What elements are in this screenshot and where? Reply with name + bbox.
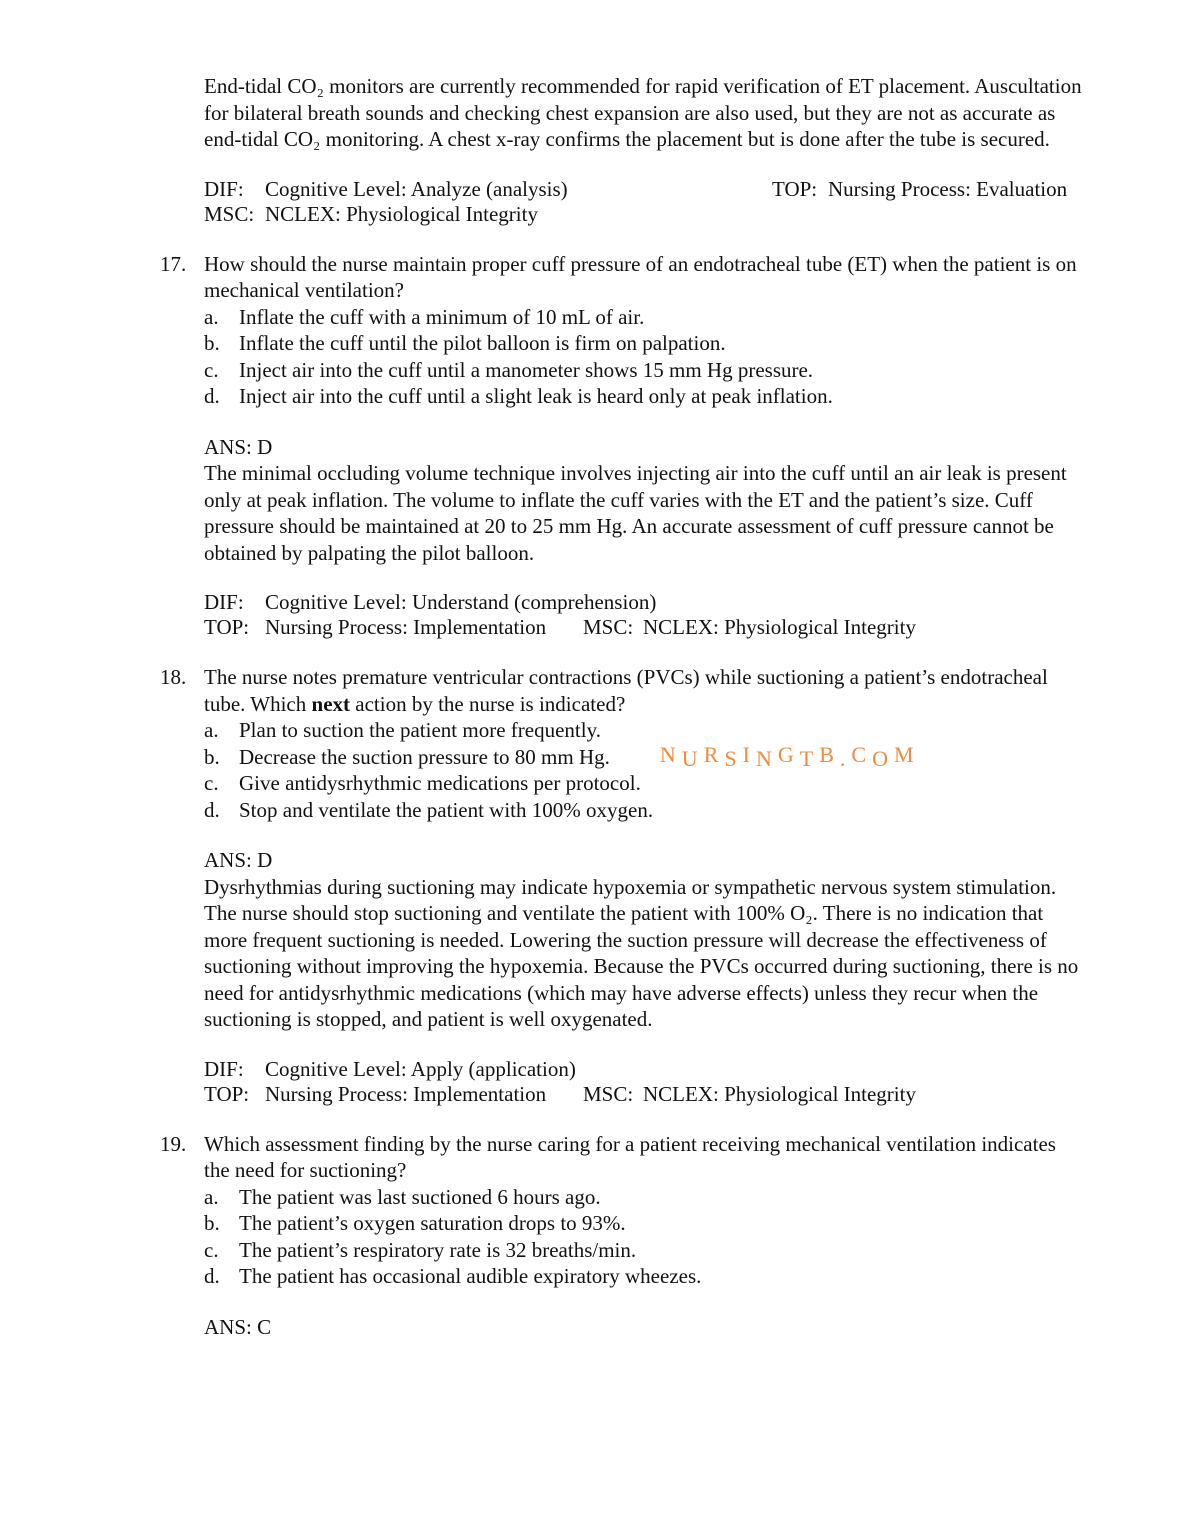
option-d: d. The patient has occasional audible expiratory wheezes.: [204, 1264, 702, 1288]
question-stem: The nurse notes premature ventricular contractions (PVCs) while suctioning a patient’s endotracheal tube. Which next action by the nurse is indicated?: [204, 665, 1048, 716]
intro-meta: DIF: Cognitive Level: Analyze (analysis) TOP: Nursing Process: Evaluation MSC: NCLEX: Physiological Integrity: [204, 176, 1068, 226]
option-b: b. The patient’s oxygen saturation drops to 93%.: [204, 1211, 626, 1235]
watermark-letter: I: [742, 741, 751, 767]
watermark: [659, 741, 920, 771]
watermark-letter: T: [799, 745, 815, 771]
rationale: Dysrhythmias during suctioning may indicate hypoxemia or sympathetic nervous system stimulation. The nurse should stop suctioning and ventilate the patient with 100% O₂. There is no indication that more frequent suctioning is needed. Lowering the suction pressure will decrease the effectiveness of suctioning without improving the hypoxemia. Because the PVCs occurred during suctioning, there is no need for antidysrhythmic medications (which may have adverse effects) unless they recur when the suctioning is stopped, and patient is well oxygenated.: [204, 874, 1079, 1031]
question-17: [160, 251, 1190, 567]
intro: [160, 73, 1190, 153]
option-b: b. Decrease the suction pressure to 80 mm Hg. N U R S I N G T B . C O M: [204, 744, 1084, 771]
option-a: a. The patient was last suctioned 6 hours ago.: [204, 1184, 601, 1209]
meta-17: DIF: Cognitive Level: Understand (comprehension) TOP: Nursing Process: Implementation MSC: NCLEX: Physiological Integrity: [204, 590, 916, 639]
answer-17: ANS: D The minimal occluding volume technique involves injecting air into the cuff until an air leak is present only at peak inflation. The volume to inflate the cuff varies with the ET and the patient’s size. Cuff pressure should be maintained at 20 to 25 mm Hg. An accurate assessment of cuff pressure cannot be obtained by palpating the pilot balloon.: [204, 434, 1084, 567]
rationale: The minimal occluding volume technique involves injecting air into the cuff until an air leak is present only at peak inflation. The volume to inflate the cuff varies with the ET and the patient’s size. Cuff pressure should be maintained at 20 to 25 mm Hg. An accurate assessment of cuff pressure cannot be obtained by palpating the pilot balloon.: [204, 461, 1067, 565]
watermark-letter: N: [755, 745, 773, 771]
intro-rationale: End-tidal CO₂ monitors are currently recommended for rapid verification of ET placement. Auscultation for bilateral breath sounds and checking chest expansion are also used, but they are not as accurate as end-tidal CO₂ monitoring. A chest x-ray confirms the placement but is done after the tube is secured.: [204, 74, 1082, 151]
watermark-letter: S: [724, 745, 738, 771]
question-18: [160, 664, 1190, 1033]
answer-19: ANS: C: [204, 1314, 272, 1339]
option-b: b. Inflate the cuff until the pilot balloon is firm on palpation.: [204, 331, 726, 355]
watermark-letter: U: [681, 745, 699, 771]
watermark-letter: O: [872, 745, 889, 771]
meta-18: DIF: Cognitive Level: Apply (application) TOP: Nursing Process: Implementation MSC: NCLEX: Physiological Integrity: [204, 1056, 916, 1106]
watermark-letter: N: [659, 741, 677, 767]
option-a: a. Inflate the cuff with a minimum of 10 mL of air.: [204, 304, 645, 329]
question-19: [160, 1131, 1190, 1341]
watermark-letter: M: [893, 741, 915, 767]
watermark-letter: G: [777, 741, 795, 767]
question-number: 18.: [160, 665, 187, 689]
option-c: c. Give antidysrhythmic medications per protocol.: [204, 771, 641, 795]
answer-18: ANS: D Dysrhythmias during suctioning may indicate hypoxemia or sympathetic nervous system stimulation. The nurse should stop suctioning and ventilate the patient with 100% O₂. There is no indication that more frequent suctioning is needed. Lowering the suction pressure will decrease the effectiveness of suctioning without improving the hypoxemia. Because the PVCs occurred during suctioning, there is no need for antidysrhythmic medications (which may have adverse effects) unless they recur when the suctioning is stopped, and patient is well oxygenated.: [204, 847, 1084, 1033]
watermark-letter: C: [851, 741, 868, 767]
option-d: d. Inject air into the cuff until a slight leak is heard only at peak inflation.: [204, 384, 833, 408]
option-c: c. Inject air into the cuff until a manometer shows 15 mm Hg pressure.: [204, 357, 814, 382]
question-stem: How should the nurse maintain proper cuff pressure of an endotracheal tube (ET) when the patient is on mechanical ventilation?: [204, 251, 1077, 302]
watermark-letter: R: [703, 741, 720, 767]
option-d: d. Stop and ventilate the patient with 100% oxygen.: [204, 797, 654, 822]
option-a: a. Plan to suction the patient more frequently.: [204, 718, 601, 742]
option-c: c. The patient’s respiratory rate is 32 breaths/min.: [204, 1237, 637, 1262]
question-stem: Which assessment finding by the nurse caring for a patient receiving mechanical ventilation indicates the need for suctioning?: [204, 1131, 1056, 1182]
question-number: 17.: [160, 251, 187, 276]
watermark-letter: .: [839, 745, 847, 771]
watermark-letter: B: [819, 741, 835, 767]
question-number: 19.: [160, 1131, 187, 1156]
